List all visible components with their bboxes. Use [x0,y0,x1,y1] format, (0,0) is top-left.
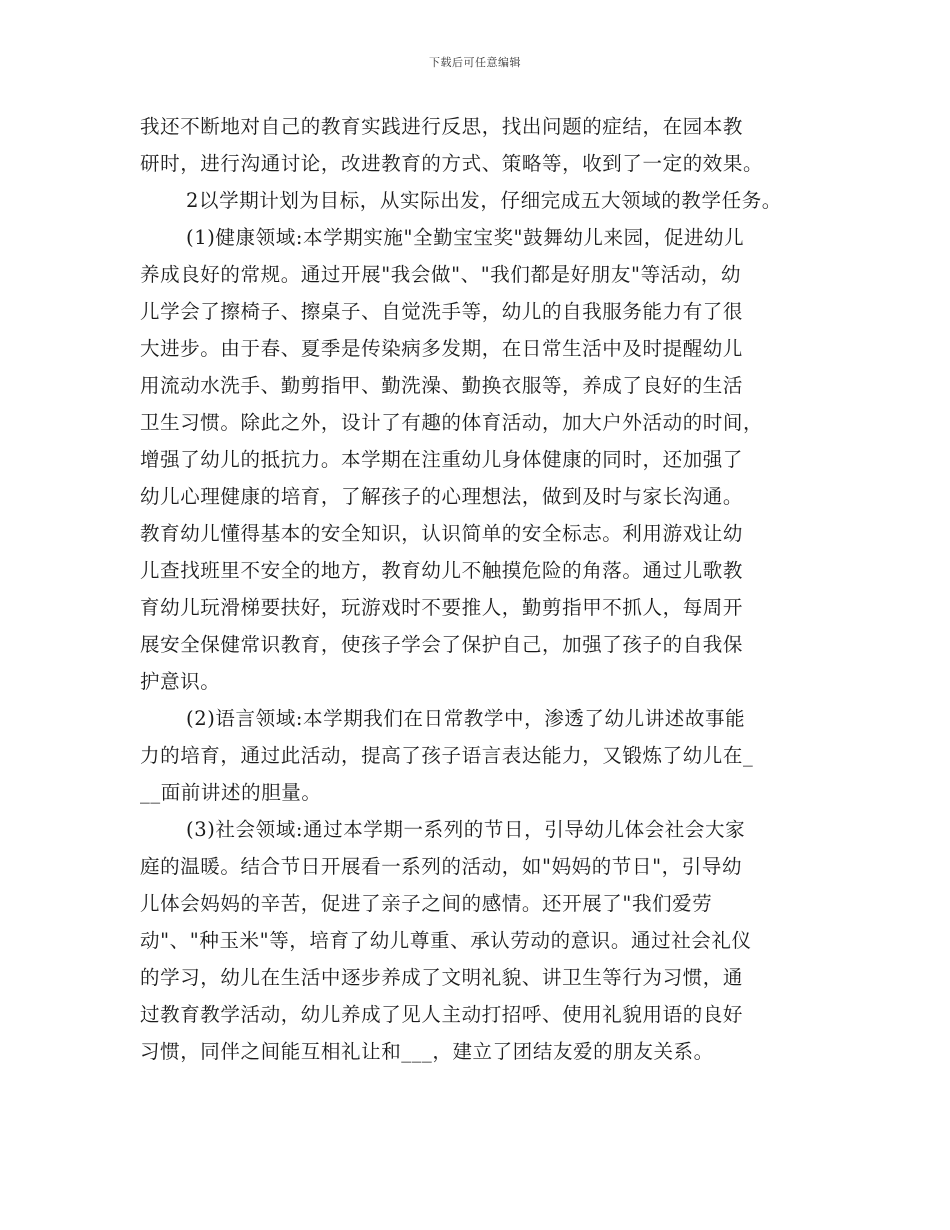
text-line: 养成良好的常规。通过开展"我会做"、"我们都是好朋友"等活动，幼 [140,263,742,286]
text-line: 育幼儿玩滑梯要扶好，玩游戏时不要推人，勤剪指甲不抓人，每周开 [140,596,744,619]
text-line: 护意识。 [140,670,221,693]
text-line: 卫生习惯。除此之外，设计了有趣的体育活动，加大户外活动的时间， [140,411,764,434]
text-line: 大进步。由于春、夏季是传染病多发期，在日常生活中及时提醒幼儿 [140,337,744,360]
text-line: 儿查找班里不安全的地方，教育幼儿不触摸危险的角落。通过儿歌教 [140,559,744,582]
text-line: 的学习，幼儿在生活中逐步养成了文明礼貌、讲卫生等行为习惯，通 [140,966,744,989]
text-line: 用流动水洗手、勤剪指甲、勤洗澡、勤换衣服等，养成了良好的生活 [140,374,744,397]
text-line: 习惯，同伴之间能互相礼让和___，建立了团结友爱的朋友关系。 [140,1040,714,1063]
text-line: 儿体会妈妈的辛苦，促进了亲子之间的感情。还开展了"我们爱劳 [140,892,713,915]
text-line: 我还不断地对自己的教育实践进行反思，找出问题的症结，在园本教 [140,115,744,138]
text-line: 研时，进行沟通讨论，改进教育的方式、策略等，收到了一定的效果。 [140,152,764,175]
text-line: __面前讲述的胆量。 [140,781,322,804]
text-line: 庭的温暖。结合节日开展看一系列的活动，如"妈妈的节日"，引导幼 [140,855,743,878]
page-header-note: 下载后可任意编辑 [429,56,521,69]
text-line: 教育幼儿懂得基本的安全知识，认识简单的安全标志。利用游戏让幼 [140,522,744,545]
text-line: (1)健康领域:本学期实施"全勤宝宝奖"鼓舞幼儿来园，促进幼儿 [186,226,745,249]
text-line: 动"、"种玉米"等，培育了幼儿尊重、承认劳动的意识。通过社会礼仪 [140,929,752,952]
text-line: 增强了幼儿的抵抗力。本学期在注重幼儿身体健康的同时，还加强了 [140,448,744,471]
text-line: 儿学会了擦椅子、擦桌子、自觉洗手等，幼儿的自我服务能力有了很 [140,300,744,323]
text-line: 过教育教学活动，幼儿养成了见人主动打招呼、使用礼貌用语的良好 [140,1003,744,1026]
text-line: 2以学期计划为目标，从实际出发，仔细完成五大领域的教学任务。 [186,189,782,212]
text-line: (3)社会领域:通过本学期一系列的节日，引导幼儿体会社会大家 [186,818,746,841]
text-line: 力的培育，通过此活动，提高了孩子语言表达能力，又锻炼了幼儿在_ [140,744,754,767]
document-body [140,108,812,1070]
text-line: 幼儿心理健康的培育，了解孩子的心理想法，做到及时与家长沟通。 [140,485,744,508]
text-line: (2)语言领域:本学期我们在日常教学中，渗透了幼儿讲述故事能 [186,707,746,730]
text-line: 展安全保健常识教育，使孩子学会了保护自己，加强了孩子的自我保 [140,633,744,656]
